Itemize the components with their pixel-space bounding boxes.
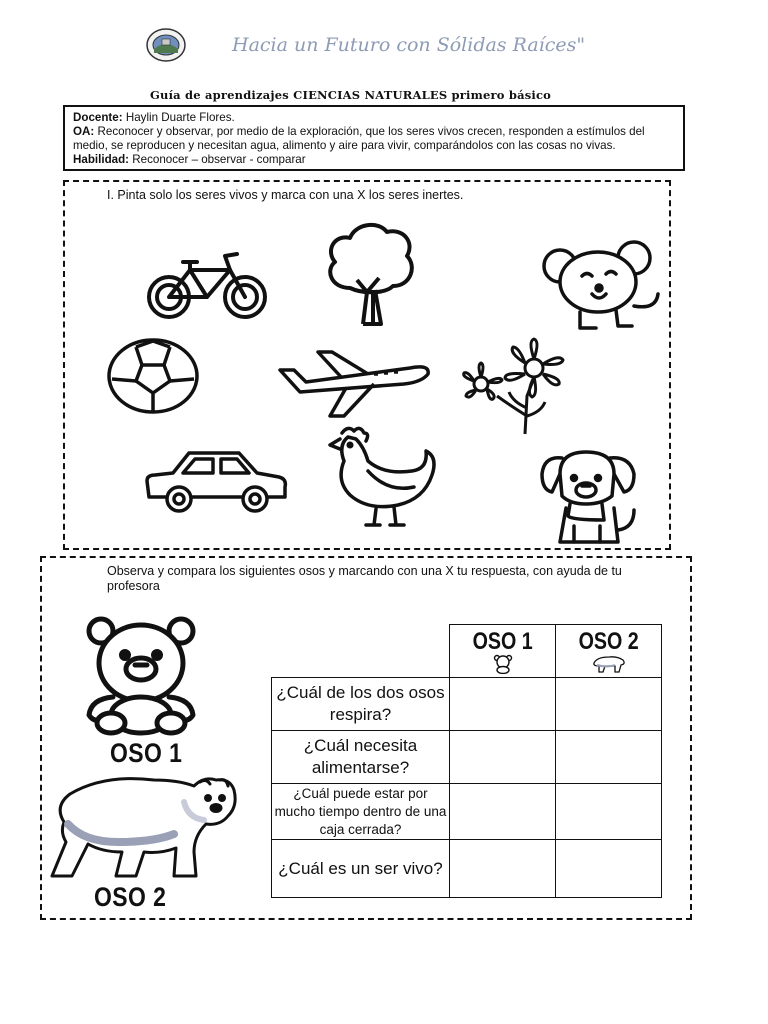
teacher-name: Haylin Duarte Flores. [125, 111, 235, 124]
section1-instruction: I. Pinta solo los seres vivos y marca con una X los seres inertes. [107, 188, 464, 202]
guide-title: Guía de aprendizajes CIENCIAS NATURALES primero básico [150, 88, 552, 102]
info-box [63, 105, 685, 171]
teacher-label: Docente: [73, 111, 123, 124]
teddy-bear-small-icon [450, 654, 555, 674]
school-motto: Hacia un Futuro con Sólidas Raíces" [232, 34, 586, 56]
answer-cell-bear2[interactable] [556, 731, 662, 784]
tree-icon[interactable] [323, 220, 418, 328]
answer-cell-bear2[interactable] [556, 784, 662, 840]
table-row [272, 840, 662, 898]
flower-icon[interactable] [457, 336, 577, 436]
question-cell: ¿Cuál de los dos osos respira? [272, 678, 450, 731]
answer-cell-bear2[interactable] [556, 840, 662, 898]
column-header-bear1 [450, 625, 556, 678]
question-cell: ¿Cuál puede estar por mucho tiempo dentro de una caja cerrada? [272, 784, 450, 840]
table-corner [272, 625, 450, 678]
answer-cell-bear1[interactable] [450, 731, 556, 784]
school-logo [145, 27, 187, 63]
answer-cell-bear1[interactable] [450, 678, 556, 731]
column-label-bear1: OSO 1 [472, 628, 533, 655]
car-icon[interactable] [143, 447, 289, 515]
answer-cell-bear1[interactable] [450, 784, 556, 840]
table-row [272, 678, 662, 731]
bicycle-icon[interactable] [145, 248, 270, 323]
table-row [272, 784, 662, 840]
table-row [272, 731, 662, 784]
dog-icon[interactable] [538, 446, 640, 546]
column-header-bear2 [556, 625, 662, 678]
bear1-label: OSO 1 [110, 738, 183, 768]
skill-text: Reconocer – observar - comparar [132, 153, 306, 166]
bear2-label: OSO 2 [94, 882, 167, 912]
hen-icon[interactable] [328, 425, 440, 529]
polar-bear-icon[interactable] [44, 772, 239, 880]
oa-label: OA: [73, 125, 95, 138]
airplane-icon[interactable] [270, 348, 432, 420]
soccer-ball-icon[interactable] [106, 337, 200, 415]
skill-label: Habilidad: [73, 153, 130, 166]
teddy-bear-icon[interactable] [85, 615, 201, 737]
answer-cell-bear2[interactable] [556, 678, 662, 731]
question-cell: ¿Cuál es un ser vivo? [272, 840, 450, 898]
column-label-bear2: OSO 2 [578, 628, 639, 655]
answer-cell-bear1[interactable] [450, 840, 556, 898]
section2-instruction: Observa y compara los siguientes osos y marcando con una X tu respuesta, con ayuda de tu profesora [107, 564, 622, 593]
question-cell: ¿Cuál necesita alimentarse? [272, 731, 450, 784]
comparison-table [271, 624, 662, 898]
polar-bear-small-icon [556, 654, 661, 674]
mouse-icon[interactable] [540, 236, 662, 334]
oa-text: Reconocer y observar, por medio de la exploración, que los seres vivos crecen, responden a estímulos del medio, se reproducen y necesitan agua, alimento y aire para vivir, comparándolos con las cosas no vivas. [73, 125, 645, 152]
